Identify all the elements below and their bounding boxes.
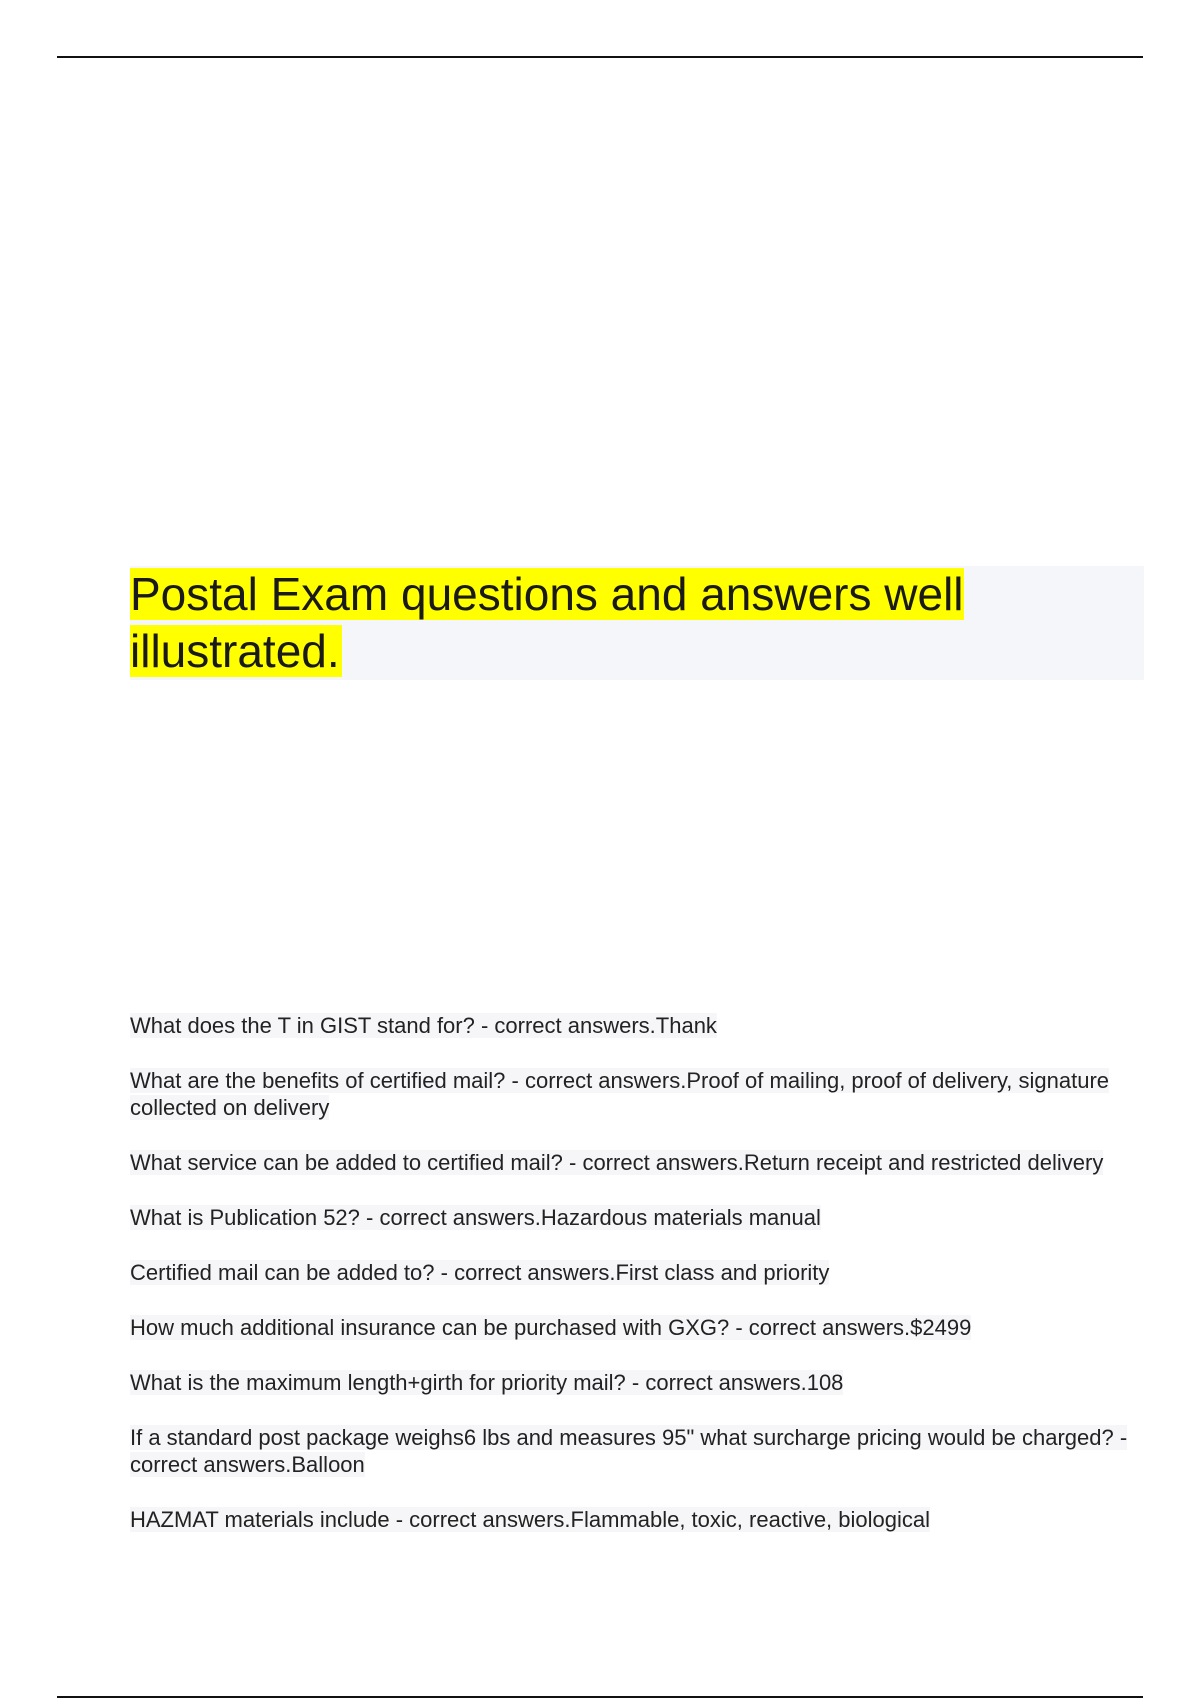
qa-item — [130, 1259, 1130, 1286]
qa-text: What is Publication 52? - correct answers.Hazardous materials manual — [130, 1205, 821, 1230]
qa-item — [130, 1369, 1130, 1396]
qa-text: What is the maximum length+girth for priority mail? - correct answers.108 — [130, 1370, 844, 1395]
qa-item — [130, 1424, 1130, 1478]
qa-text: HAZMAT materials include - correct answers.Flammable, toxic, reactive, biological — [130, 1507, 931, 1532]
qa-text: What does the T in GIST stand for? - correct answers.Thank — [130, 1013, 717, 1038]
qa-item — [130, 1506, 1130, 1533]
qa-item — [130, 1149, 1130, 1176]
title-highlight: Postal Exam questions and answers well illustrated. — [130, 568, 964, 677]
qa-list — [130, 1012, 1130, 1561]
qa-item — [130, 1067, 1130, 1121]
bottom-rule — [57, 1696, 1143, 1698]
qa-item — [130, 1314, 1130, 1341]
title-block — [130, 566, 1144, 680]
qa-item — [130, 1204, 1130, 1231]
qa-item — [130, 1012, 1130, 1039]
qa-text: What are the benefits of certified mail? - correct answers.Proof of mailing, proof of delivery, signature collected on delivery — [130, 1068, 1110, 1120]
qa-text: Certified mail can be added to? - correct answers.First class and priority — [130, 1260, 830, 1285]
document-title — [130, 566, 1144, 680]
top-rule — [57, 56, 1143, 58]
qa-text: If a standard post package weighs6 lbs and measures 95" what surcharge pricing would be charged? - correct answers.Balloon — [130, 1425, 1128, 1477]
qa-text: How much additional insurance can be purchased with GXG? - correct answers.$2499 — [130, 1315, 972, 1340]
qa-text: What service can be added to certified mail? - correct answers.Return receipt and restricted delivery — [130, 1150, 1104, 1175]
